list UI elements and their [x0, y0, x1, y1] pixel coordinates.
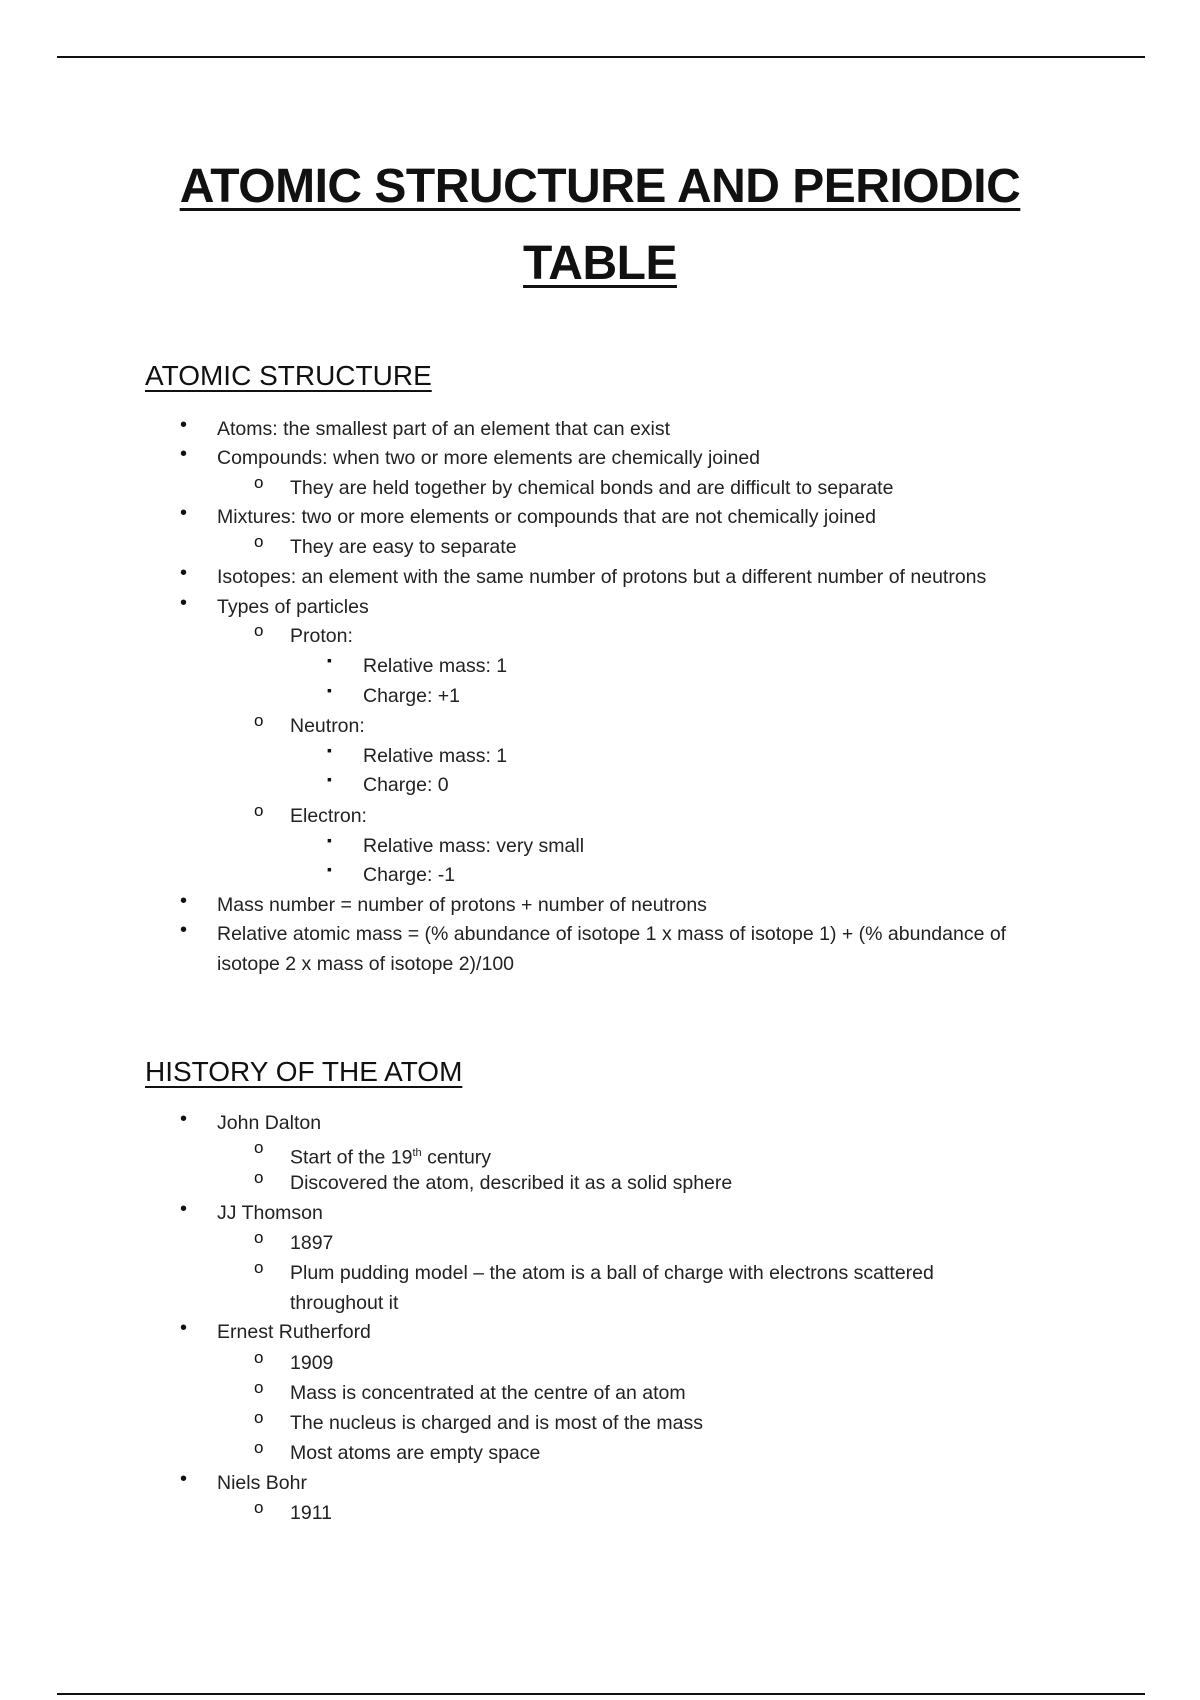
- ordinal-suffix: th: [412, 1147, 422, 1159]
- list-item: 1897: [290, 1232, 334, 1254]
- bullet-icon: •: [180, 443, 188, 465]
- footer-rule: [57, 1693, 1145, 1695]
- list-item: Mixtures: two or more elements or compounds that are not chemically joined: [217, 506, 876, 528]
- title-line-2: TABLE: [523, 237, 677, 290]
- list-item: Neutron:: [290, 715, 365, 737]
- list-item: Relative mass: very small: [363, 835, 585, 857]
- circle-bullet-icon: o: [254, 711, 264, 730]
- list-item: Most atoms are empty space: [290, 1442, 541, 1464]
- list-item: Electron:: [290, 805, 367, 827]
- bullet-icon: •: [180, 919, 188, 941]
- list-item: Proton:: [290, 625, 353, 647]
- list-item: JJ Thomson: [217, 1202, 323, 1224]
- circle-bullet-icon: o: [254, 1138, 264, 1157]
- list-item: Plum pudding model – the atom is a ball of charge with electrons scattered: [290, 1262, 934, 1284]
- square-bullet-icon: ▪: [327, 742, 332, 758]
- list-item: They are easy to separate: [290, 536, 517, 558]
- circle-bullet-icon: o: [254, 1498, 264, 1517]
- circle-bullet-icon: o: [254, 1168, 264, 1187]
- list-item: Relative mass: 1: [363, 655, 508, 677]
- list-item: Types of particles: [217, 596, 369, 618]
- text-start-of-century: Start of the 19: [290, 1146, 413, 1169]
- bullet-icon: •: [180, 890, 188, 912]
- circle-bullet-icon: o: [254, 1378, 264, 1397]
- list-item: Isotopes: an element with the same number of protons but a different number of neutrons: [217, 566, 987, 588]
- bullet-icon: •: [180, 1317, 188, 1339]
- square-bullet-icon: ▪: [327, 652, 332, 668]
- list-item: The nucleus is charged and is most of the mass: [290, 1412, 703, 1434]
- bullet-icon: •: [180, 1468, 188, 1490]
- circle-bullet-icon: o: [254, 1348, 264, 1367]
- circle-bullet-icon: o: [254, 532, 264, 551]
- list-item: Relative atomic mass = (% abundance of isotope 1 x mass of isotope 1) + (% abundance of: [217, 923, 1007, 945]
- bullet-icon: •: [180, 502, 188, 524]
- section-heading-atomic-structure: ATOMIC STRUCTURE: [145, 360, 432, 391]
- text-century: century: [421, 1146, 492, 1169]
- list-item: They are held together by chemical bonds and are difficult to separate: [290, 477, 894, 499]
- circle-bullet-icon: o: [254, 621, 264, 640]
- square-bullet-icon: ▪: [327, 771, 332, 787]
- square-bullet-icon: ▪: [327, 832, 332, 848]
- list-item-continuation: isotope 2 x mass of isotope 2)/100: [217, 953, 515, 975]
- list-item: Charge: -1: [363, 864, 456, 886]
- bullet-icon: •: [180, 1198, 188, 1220]
- list-item: Charge: +1: [363, 685, 461, 707]
- bullet-icon: •: [180, 414, 188, 436]
- list-item: Discovered the atom, described it as a solid sphere: [290, 1172, 733, 1194]
- page-title: [0, 148, 1200, 302]
- list-item: Ernest Rutherford: [217, 1321, 371, 1343]
- list-item: Charge: 0: [363, 774, 449, 796]
- bullet-icon: •: [180, 1108, 188, 1130]
- circle-bullet-icon: o: [254, 801, 264, 820]
- circle-bullet-icon: o: [254, 1228, 264, 1247]
- square-bullet-icon: ▪: [327, 682, 332, 698]
- bullet-icon: •: [180, 592, 188, 614]
- circle-bullet-icon: o: [254, 1258, 264, 1277]
- title-line-1: ATOMIC STRUCTURE AND PERIODIC: [179, 160, 1021, 213]
- list-item: 1909: [290, 1352, 334, 1374]
- list-item: Compounds: when two or more elements are chemically joined: [217, 447, 761, 469]
- list-item: Mass is concentrated at the centre of an atom: [290, 1382, 686, 1404]
- list-item: 1911: [290, 1502, 332, 1524]
- list-item: Niels Bohr: [217, 1472, 307, 1494]
- section-heading-history-of-the-atom: HISTORY OF THE ATOM: [145, 1056, 463, 1087]
- list-item: Relative mass: 1: [363, 745, 508, 767]
- list-item: Atoms: the smallest part of an element that can exist: [217, 418, 671, 440]
- circle-bullet-icon: o: [254, 473, 264, 492]
- list-item-continuation: throughout it: [290, 1292, 399, 1314]
- list-item: John Dalton: [217, 1112, 322, 1134]
- square-bullet-icon: ▪: [327, 861, 332, 877]
- bullet-icon: •: [180, 562, 188, 584]
- circle-bullet-icon: o: [254, 1408, 264, 1427]
- circle-bullet-icon: o: [254, 1438, 264, 1457]
- header-rule: [57, 56, 1145, 58]
- list-item: Mass number = number of protons + number of neutrons: [217, 894, 707, 916]
